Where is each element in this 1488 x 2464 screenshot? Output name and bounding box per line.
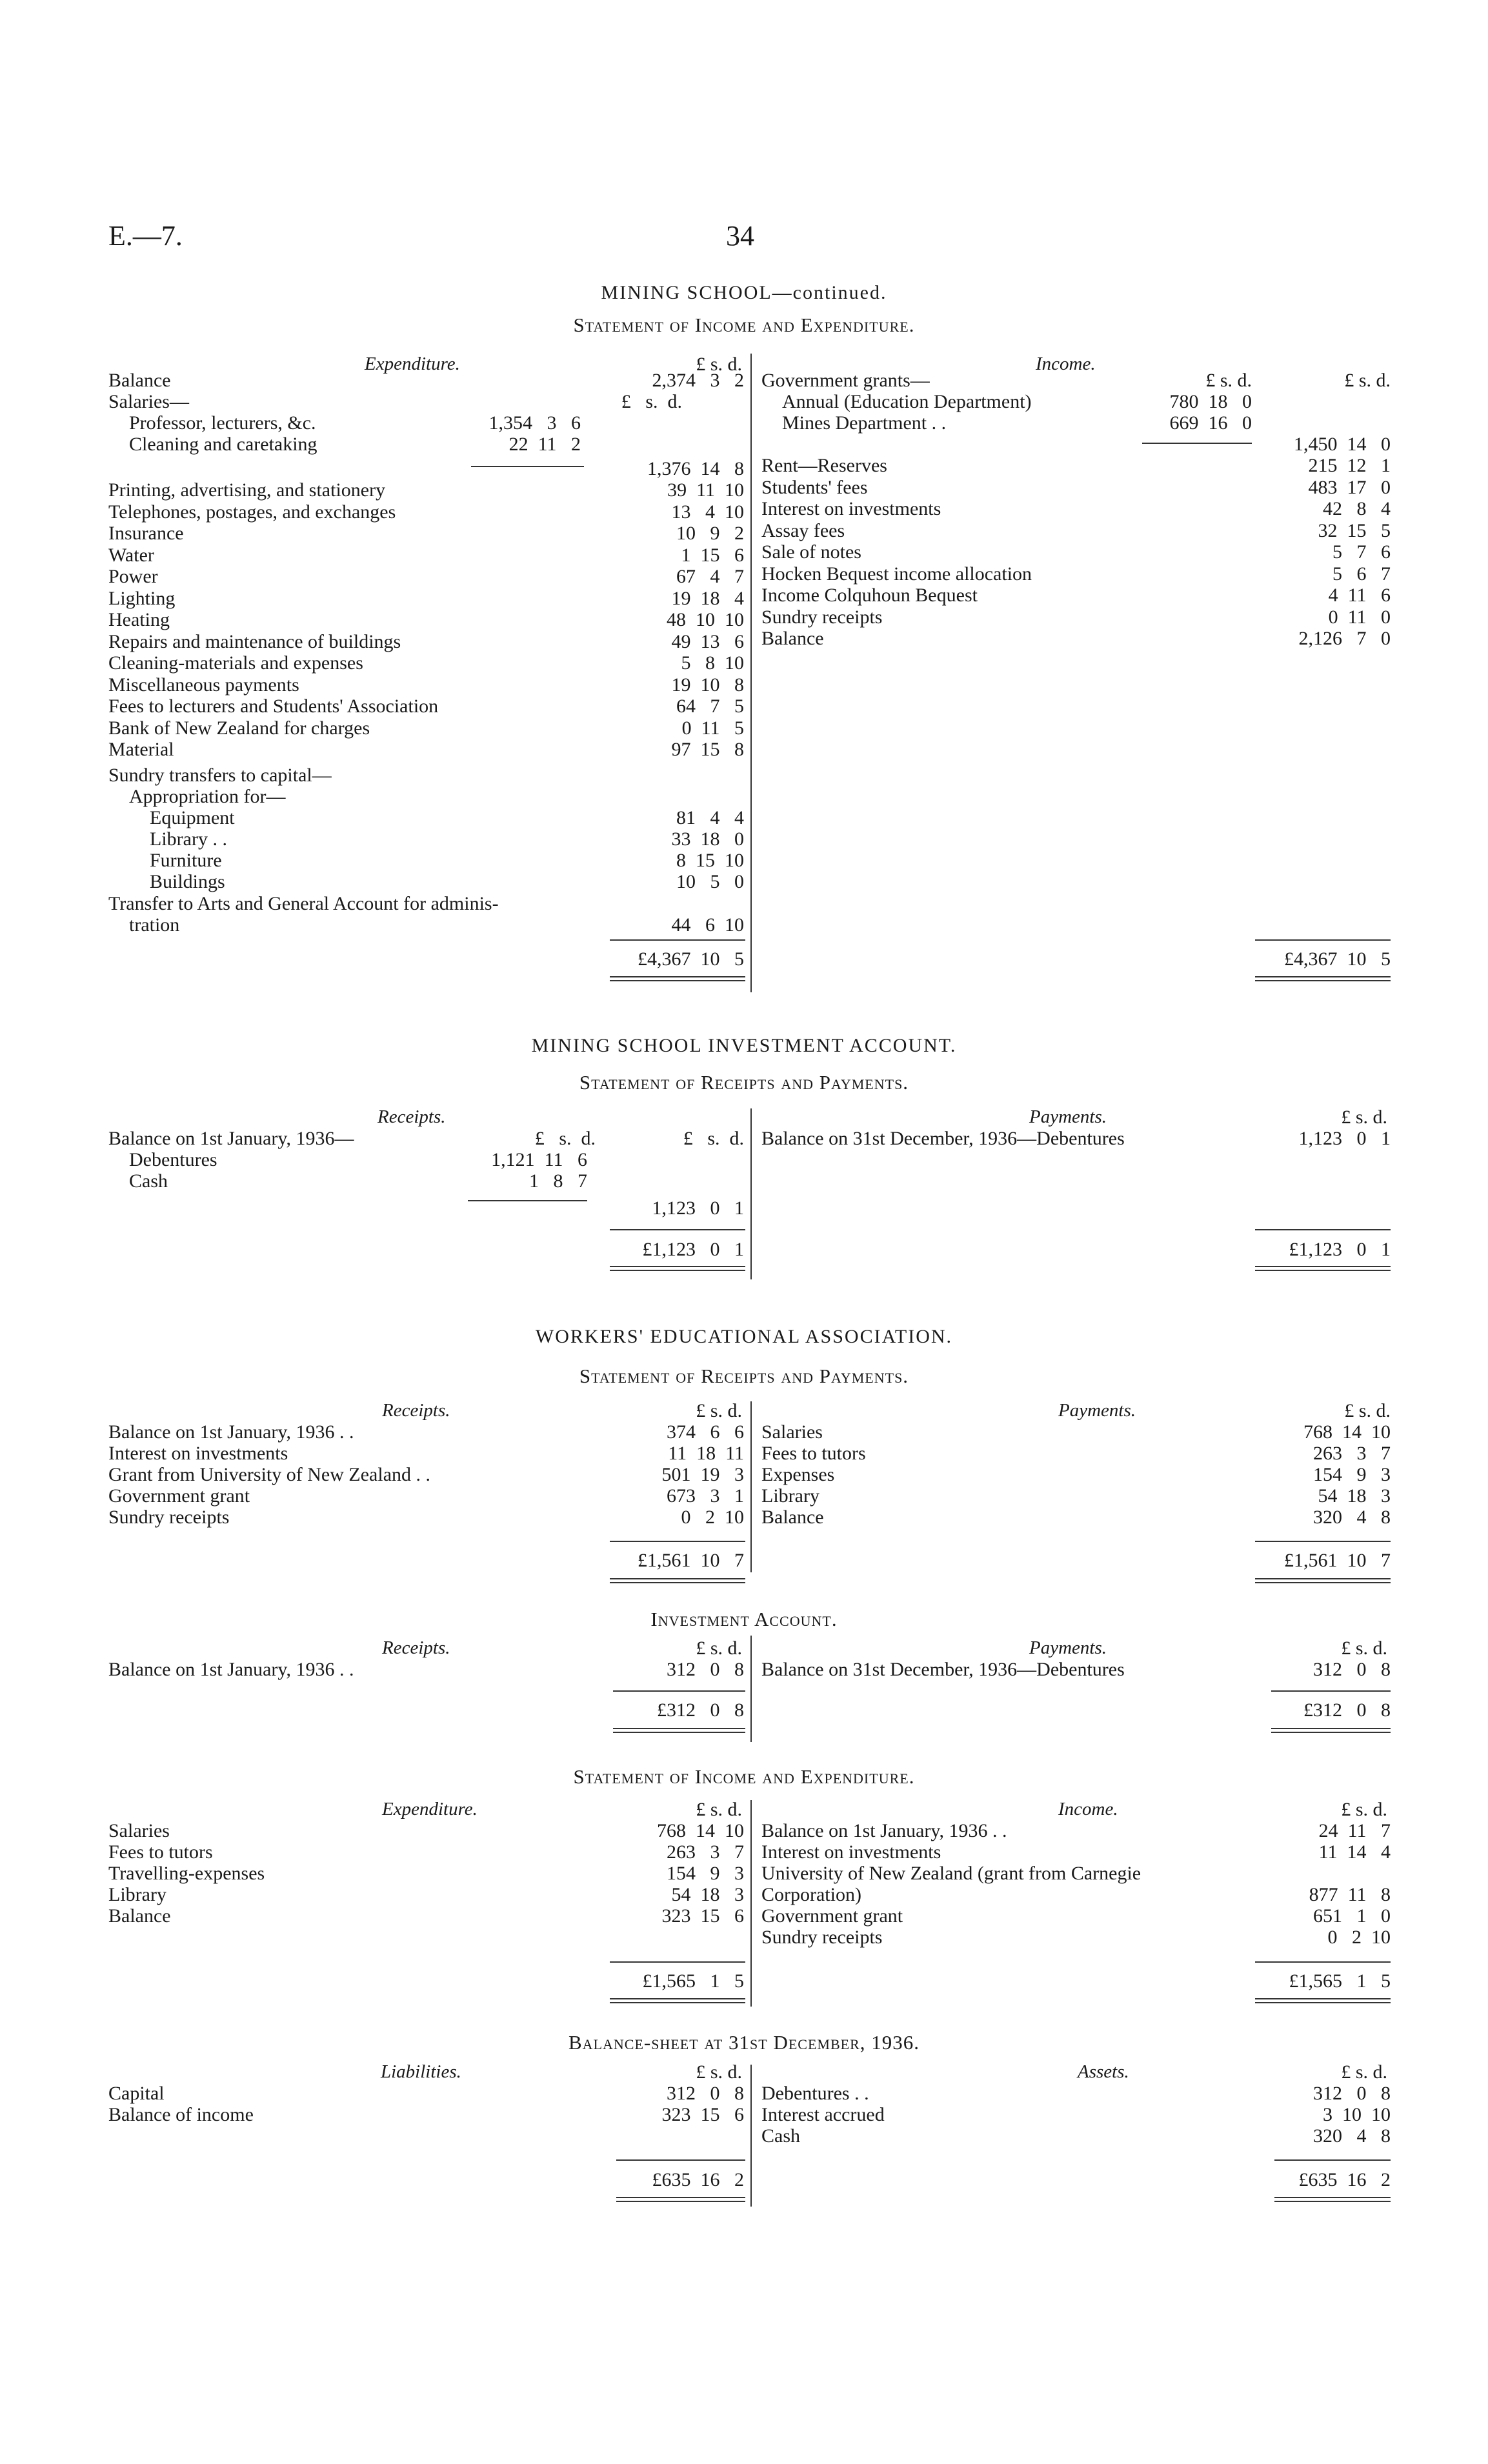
payments-total: £1,123 0 1 xyxy=(1289,1239,1391,1260)
ledger-label: Interest on investments xyxy=(761,1841,941,1863)
income-row xyxy=(761,455,1391,477)
liabilities-heading: Liabilities. xyxy=(381,2061,461,2082)
currency-header: £ s. d. xyxy=(696,1638,742,1659)
ledger-amount: 0 2 10 xyxy=(681,1507,744,1528)
payment-row xyxy=(761,1507,1391,1528)
ledger-amount: 39 11 10 xyxy=(667,479,744,501)
ledger-amount: 323 15 6 xyxy=(661,2104,744,2125)
expenditure-row xyxy=(108,1905,744,1927)
ledger-amount: 11 14 4 xyxy=(1318,1841,1391,1863)
section-title-investment: MINING SCHOOL INVESTMENT ACCOUNT. xyxy=(531,1035,957,1056)
ledger-row: tration 44 6 10 xyxy=(129,914,744,936)
currency-header: £ s. d. xyxy=(696,1400,742,1421)
expenditure-row xyxy=(108,523,744,545)
expenditure-row xyxy=(108,652,744,674)
total-rule xyxy=(610,1961,745,1963)
expenditure-row xyxy=(108,501,744,523)
currency-header: £ s. d. xyxy=(1341,1638,1387,1659)
ledger-amount: 2,126 7 0 xyxy=(1298,628,1391,649)
receipts-total: £1,561 10 7 xyxy=(638,1550,744,1571)
ledger-amount: 33 18 0 xyxy=(671,828,744,850)
ledger-label: Salaries xyxy=(108,1820,170,1841)
total-double-rule xyxy=(610,1998,745,2003)
ledger-label: Expenses xyxy=(761,1464,835,1485)
ledger-amount: 0 11 0 xyxy=(1328,606,1391,628)
ledger-label: Balance xyxy=(108,1905,171,1927)
income-row xyxy=(761,628,1391,650)
ledger-amount: 64 7 5 xyxy=(676,696,744,717)
ledger-label: Furniture xyxy=(150,850,222,871)
section-subtitle-balance-sheet: Balance-sheet at 31st December, 1936. xyxy=(568,2031,920,2054)
ledger-amount: 8 15 10 xyxy=(676,850,744,871)
appropriation-row xyxy=(150,871,744,893)
column-divider xyxy=(750,1800,752,2007)
expenditure-row xyxy=(108,674,744,696)
currency-header: £ s. d. xyxy=(1344,1400,1391,1421)
ledger-amount: 54 18 3 xyxy=(1318,1485,1391,1507)
ledger-label: Interest on investments xyxy=(761,498,941,519)
subtotal-amount: 1,123 0 1 xyxy=(652,1197,744,1219)
ledger-label: Balance on 1st January, 1936 . . xyxy=(108,1421,354,1443)
subtotal-rule xyxy=(468,1200,587,1201)
total-double-rule xyxy=(616,2197,745,2202)
ledger-label: Salaries xyxy=(761,1421,823,1443)
payment-row xyxy=(761,1464,1391,1486)
ledger-amount: 323 15 6 xyxy=(661,1905,744,1927)
ledger-label: Balance xyxy=(761,628,824,649)
ledger-amount: 3 10 10 xyxy=(1323,2104,1391,2125)
appropriation-row xyxy=(150,828,744,850)
appropriation-row xyxy=(150,850,744,872)
ledger-amount: 768 14 10 xyxy=(1303,1421,1391,1443)
ledger-label: Travelling-expenses xyxy=(108,1863,265,1884)
section-subtitle-investment: Statement of Receipts and Payments. xyxy=(579,1071,909,1094)
receipt-row xyxy=(108,1443,744,1465)
income-row xyxy=(761,563,1391,585)
ledger-label: University of New Zealand (grant from Carnegie xyxy=(761,1863,1141,1884)
expenditure-row xyxy=(108,609,744,631)
ledger-subrow: Debentures 1,121 11 6 xyxy=(129,1149,587,1170)
ledger-amount: 154 9 3 xyxy=(1313,1464,1391,1485)
ledger-label: Equipment xyxy=(150,807,235,828)
ledger-row: Balance on 31st December, 1936—Debentures 312 0 8 xyxy=(761,1659,1391,1680)
payments-heading: Payments. xyxy=(1029,1638,1107,1658)
ledger-amount: 263 3 7 xyxy=(667,1841,744,1863)
currency-header: £ s. d. xyxy=(1205,370,1252,391)
ledger-amount: 320 4 8 xyxy=(1313,1507,1391,1528)
expenditure-row xyxy=(108,696,744,717)
total-rule xyxy=(613,1690,745,1692)
ledger-label: Lighting xyxy=(108,587,176,609)
ledger-subrow: Mines Department . . 669 16 0 xyxy=(782,412,1252,434)
payments-total: £1,561 10 7 xyxy=(1284,1550,1391,1571)
ledger-label: Hocken Bequest income allocation xyxy=(761,563,1032,585)
total-double-rule xyxy=(610,1266,745,1271)
total-rule xyxy=(1255,939,1391,941)
ledger-amount: 67 4 7 xyxy=(676,566,744,587)
ledger-label: Rent—Reserves xyxy=(761,455,887,476)
ledger-label: Government grant xyxy=(761,1905,903,1927)
section-title-mining: MINING SCHOOL—continued. xyxy=(601,282,887,303)
column-divider xyxy=(750,354,752,992)
column-divider xyxy=(750,1108,752,1279)
section-subtitle-mining: Statement of Income and Expenditure. xyxy=(573,314,915,336)
receipt-row xyxy=(108,1485,744,1507)
receipt-row xyxy=(108,1464,744,1486)
total-rule xyxy=(610,939,745,941)
ledger-amount: 5 6 7 xyxy=(1332,563,1391,585)
ledger-label: Material xyxy=(108,739,174,760)
income-heading: Income. xyxy=(1036,354,1096,374)
ledger-amount: 312 0 8 xyxy=(1313,2083,1391,2104)
expenditure-row xyxy=(108,717,744,739)
ledger-amount: 0 2 10 xyxy=(1327,1927,1391,1948)
total-double-rule xyxy=(610,976,745,981)
ledger-row: Sundry transfers to capital— xyxy=(108,765,332,786)
ledger-subrow: Cleaning and caretaking 22 11 2 xyxy=(129,434,581,455)
income-heading: Income. xyxy=(1058,1799,1118,1819)
income-row xyxy=(761,1820,1391,1842)
ledger-label: Library xyxy=(761,1485,819,1507)
receipts-heading: Receipts. xyxy=(382,1638,450,1658)
total-rule xyxy=(1271,1690,1391,1692)
currency-header: £ s. d. xyxy=(696,2061,742,2083)
ledger-label: Cleaning-materials and expenses xyxy=(108,652,363,674)
income-row xyxy=(761,520,1391,542)
page-number: 34 xyxy=(726,220,754,252)
assets-total: £635 16 2 xyxy=(1298,2169,1391,2190)
currency-header: £ s. d. xyxy=(1341,1107,1387,1128)
liability-row xyxy=(108,2083,744,2105)
ledger-label: Interest on investments xyxy=(108,1443,288,1464)
ledger-amount: 19 10 8 xyxy=(671,674,744,696)
currency-header: £ s. d. xyxy=(1344,370,1391,391)
ledger-subrow: Cash 1 8 7 xyxy=(129,1170,587,1192)
ledger-amount: 320 4 8 xyxy=(1313,2125,1391,2147)
expenditure-row xyxy=(108,566,744,588)
receipt-row xyxy=(108,1507,744,1528)
income-total: £4,367 10 5 xyxy=(1284,948,1391,970)
liabilities-total: £635 16 2 xyxy=(652,2169,744,2190)
subtotal-rule xyxy=(1142,443,1252,444)
ledger-amount: 154 9 3 xyxy=(667,1863,744,1884)
ledger-subrow: Professor, lecturers, &c. 1,354 3 6 xyxy=(129,412,581,434)
ledger-label: Heating xyxy=(108,609,170,630)
expenditure-row xyxy=(108,739,744,761)
receipts-heading: Receipts. xyxy=(377,1107,446,1127)
expenditure-row xyxy=(108,479,744,501)
section-subtitle-wea-investment: Investment Account. xyxy=(650,1608,838,1630)
income-row xyxy=(761,1905,1391,1927)
ledger-row: Balance on 31st December, 1936—Debentures 1,123 0 1 xyxy=(761,1128,1391,1149)
payment-row xyxy=(761,1443,1391,1465)
section-subtitle-wea: Statement of Receipts and Payments. xyxy=(579,1365,909,1387)
ledger-label: Debentures . . xyxy=(761,2083,869,2104)
ledger-row: Balance on 1st January, 1936 . . 312 0 8 xyxy=(108,1659,744,1680)
ledger-label: Assay fees xyxy=(761,519,845,541)
ledger-label: Sale of notes xyxy=(761,541,861,563)
subtotal-rule xyxy=(471,466,584,467)
income-total: £1,565 1 5 xyxy=(1289,1970,1391,1992)
total-double-rule xyxy=(1255,1578,1391,1583)
ledger-amount: 11 18 11 xyxy=(668,1443,744,1464)
total-rule xyxy=(1255,1961,1391,1963)
ledger-amount: 13 4 10 xyxy=(671,501,744,523)
ledger-amount: 81 4 4 xyxy=(676,807,744,828)
ledger-label: Repairs and maintenance of buildings xyxy=(108,630,401,652)
currency-header: £ s. d. xyxy=(1341,1799,1387,1820)
ledger-amount: 42 8 4 xyxy=(1323,498,1391,519)
income-row xyxy=(761,1841,1391,1863)
total-double-rule xyxy=(1271,1728,1391,1733)
ledger-amount: 32 15 5 xyxy=(1318,519,1391,541)
ledger-amount: 374 6 6 xyxy=(667,1421,744,1443)
column-divider xyxy=(750,1636,752,1742)
ledger-label: Fees to tutors xyxy=(108,1841,213,1863)
ledger-label: Capital xyxy=(108,2083,165,2104)
ledger-row: Appropriation for— xyxy=(129,786,286,807)
payment-row xyxy=(761,1485,1391,1507)
payment-row xyxy=(761,1421,1391,1443)
liability-row xyxy=(108,2104,744,2126)
ledger-label: Sundry receipts xyxy=(761,606,883,628)
ledger-amount: 0 11 5 xyxy=(681,717,744,739)
subtotal-amount: 1,376 14 8 xyxy=(647,458,744,479)
ledger-label: Miscellaneous payments xyxy=(108,674,299,696)
column-divider xyxy=(750,2065,752,2207)
ledger-label: Balance xyxy=(761,1507,824,1528)
section-subtitle-wea-ie: Statement of Income and Expenditure. xyxy=(573,1765,915,1788)
assets-heading: Assets. xyxy=(1078,2061,1129,2082)
ledger-label: Fees to lecturers and Students' Association xyxy=(108,696,439,717)
ledger-label: Interest accrued xyxy=(761,2104,885,2125)
receipts-total: £1,123 0 1 xyxy=(642,1239,744,1260)
ledger-label: Telephones, postages, and exchanges xyxy=(108,501,396,523)
ledger-amount: 312 0 8 xyxy=(667,2083,744,2104)
ledger-amount: 673 3 1 xyxy=(667,1485,744,1507)
expenditure-total: £4,367 10 5 xyxy=(638,948,744,970)
ledger-label: Cash xyxy=(761,2125,800,2147)
ledger-amount: 10 5 0 xyxy=(676,871,744,892)
page-ref: E.—7. xyxy=(108,220,183,252)
ledger-row: Balance on 1st January, 1936— £ s. d. £ s. d. xyxy=(108,1128,744,1149)
ledger-amount: 768 14 10 xyxy=(657,1820,744,1841)
ledger-label: Power xyxy=(108,566,158,587)
expenditure-row xyxy=(108,1863,744,1885)
expenditure-heading: Expenditure. xyxy=(382,1799,478,1819)
expenditure-row xyxy=(108,588,744,610)
currency-header: £ s. d. xyxy=(696,1799,742,1820)
total-rule xyxy=(1274,2159,1391,2161)
ledger-label: Grant from University of New Zealand . . xyxy=(108,1464,431,1485)
expenditure-row xyxy=(108,1841,744,1863)
ledger-amount: 54 18 3 xyxy=(671,1884,744,1905)
payments-total: £312 0 8 xyxy=(1303,1699,1391,1721)
ledger-amount: 5 8 10 xyxy=(681,652,744,674)
total-rule xyxy=(1255,1541,1391,1542)
total-double-rule xyxy=(1255,1266,1391,1271)
column-divider xyxy=(750,1401,752,1572)
ledger-label: Printing, advertising, and stationery xyxy=(108,479,386,501)
ledger-amount: 24 11 7 xyxy=(1318,1820,1391,1841)
ledger-label: Buildings xyxy=(150,871,225,892)
expenditure-row xyxy=(108,1884,744,1906)
expenditure-heading: Expenditure. xyxy=(365,354,460,374)
income-row xyxy=(761,477,1391,499)
subtotal-amount: 1,450 14 0 xyxy=(1294,434,1391,455)
ledger-label: Government grant xyxy=(108,1485,250,1507)
income-row xyxy=(761,585,1391,606)
ledger-label: Balance on 1st January, 1936 . . xyxy=(761,1820,1007,1841)
ledger-row: Salaries— £ s. d. xyxy=(108,391,682,412)
ledger-amount: 19 18 4 xyxy=(671,587,744,609)
ledger-amount: 501 19 3 xyxy=(661,1464,744,1485)
payments-heading: Payments. xyxy=(1058,1400,1136,1421)
ledger-row: Government grants— xyxy=(761,370,930,391)
receipts-heading: Receipts. xyxy=(382,1400,450,1421)
ledger-label: Income Colquhoun Bequest xyxy=(761,585,978,606)
asset-row xyxy=(761,2083,1391,2105)
currency-header: £ s. d. xyxy=(696,354,742,375)
payments-heading: Payments. xyxy=(1029,1107,1107,1127)
total-double-rule xyxy=(1274,2197,1391,2202)
total-double-rule xyxy=(613,1728,745,1733)
income-row xyxy=(761,1863,1391,1885)
income-row xyxy=(761,498,1391,520)
expenditure-row xyxy=(108,631,744,653)
income-row xyxy=(761,541,1391,563)
ledger-label: Water xyxy=(108,544,154,566)
ledger-subrow: Annual (Education Department) 780 18 0 xyxy=(782,391,1252,412)
expenditure-total: £1,565 1 5 xyxy=(642,1970,744,1992)
ledger-label: Balance of income xyxy=(108,2104,254,2125)
expenditure-row xyxy=(108,545,744,566)
asset-row xyxy=(761,2104,1391,2126)
total-rule xyxy=(610,1229,745,1230)
ledger-row: Transfer to Arts and General Account for adminis- xyxy=(108,893,499,914)
ledger-amount: 10 9 2 xyxy=(676,523,744,544)
total-double-rule xyxy=(1255,976,1391,981)
section-title-wea: WORKERS' EDUCATIONAL ASSOCIATION. xyxy=(535,1326,953,1347)
appropriation-row xyxy=(150,807,744,829)
asset-row xyxy=(761,2125,1391,2147)
ledger-amount: 263 3 7 xyxy=(1313,1443,1391,1464)
ledger-label: Bank of New Zealand for charges xyxy=(108,717,370,739)
ledger-label: Sundry receipts xyxy=(761,1927,883,1948)
income-row xyxy=(761,1927,1391,1948)
total-rule xyxy=(1255,1229,1391,1230)
expenditure-row xyxy=(108,1820,744,1842)
ledger-amount: 483 17 0 xyxy=(1308,476,1391,498)
income-row xyxy=(761,1884,1391,1906)
receipt-row xyxy=(108,1421,744,1443)
ledger-label: Library . . xyxy=(150,828,227,850)
ledger-label: Students' fees xyxy=(761,476,868,498)
ledger-amount: 49 13 6 xyxy=(671,630,744,652)
ledger-label: Fees to tutors xyxy=(761,1443,866,1464)
ledger-amount: 48 10 10 xyxy=(667,609,744,630)
income-row xyxy=(761,606,1391,628)
currency-header: £ s. d. xyxy=(1341,2061,1387,2083)
receipts-total: £312 0 8 xyxy=(657,1699,744,1721)
ledger-label: Library xyxy=(108,1884,166,1905)
ledger-label: Sundry receipts xyxy=(108,1507,230,1528)
ledger-label: Corporation) xyxy=(761,1884,861,1905)
total-double-rule xyxy=(610,1578,745,1583)
ledger-amount: 651 1 0 xyxy=(1313,1905,1391,1927)
total-double-rule xyxy=(1255,1998,1391,2003)
ledger-amount: 4 11 6 xyxy=(1328,585,1391,606)
ledger-amount: 215 12 1 xyxy=(1308,455,1391,476)
total-rule xyxy=(616,2159,745,2161)
ledger-amount: 5 7 6 xyxy=(1332,541,1391,563)
ledger-amount: 97 15 8 xyxy=(671,739,744,760)
ledger-amount: 1 15 6 xyxy=(681,544,744,566)
total-rule xyxy=(610,1541,745,1542)
ledger-amount: 877 11 8 xyxy=(1309,1884,1391,1905)
ledger-row: Balance 2,374 3 2 xyxy=(108,370,744,391)
ledger-label: Insurance xyxy=(108,523,184,544)
